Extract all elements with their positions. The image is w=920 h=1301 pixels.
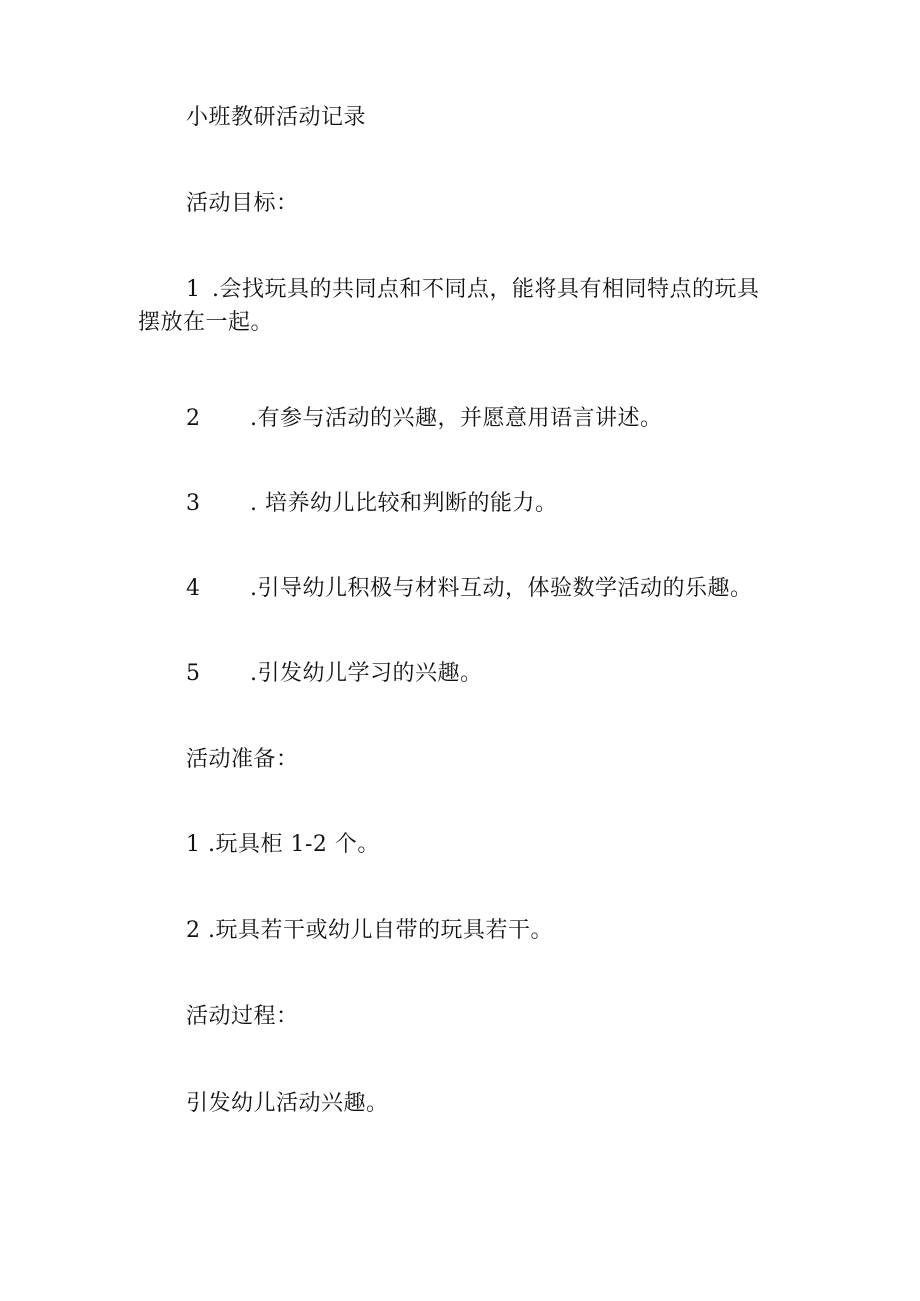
prep-item-1-number: 1: [186, 832, 201, 857]
prep-item-2: [186, 916, 553, 946]
goal-item-5-number: 5: [186, 661, 201, 686]
prep-item-1: [186, 830, 380, 860]
goal-item-3-text: . 培养幼儿比较和判断的能力。: [250, 491, 558, 516]
prep-item-2-number: 2: [186, 918, 201, 943]
goal-item-1-line2: 摆放在一起。: [138, 310, 274, 335]
goal-item-2-number: 2: [186, 406, 201, 431]
goal-item-2-text: .有参与活动的兴趣，并愿意用语言讲述。: [250, 406, 663, 431]
goal-item-3: [186, 489, 558, 519]
goal-item-5-text: .引发幼儿学习的兴趣。: [250, 661, 483, 686]
process-item-1: 引发幼儿活动兴趣。: [186, 1091, 389, 1116]
prep-heading: 活动准备：: [186, 747, 299, 772]
goal-item-1-text: .会找玩具的共同点和不同点，能将具有相同特点的玩具: [212, 277, 760, 302]
goal-item-5: [186, 659, 483, 689]
goals-heading: 活动目标：: [186, 191, 299, 216]
goal-item-4: [186, 574, 753, 604]
document-title: 小班教研活动记录: [186, 105, 367, 130]
goal-item-3-number: 3: [186, 491, 201, 516]
prep-item-1-text: .玩具柜 1-2 个。: [208, 832, 380, 857]
goal-item-1: [138, 275, 798, 338]
goal-item-4-text: .引导幼儿积极与材料互动，体验数学活动的乐趣。: [250, 576, 753, 601]
goal-item-1-number: 1: [186, 277, 201, 302]
process-heading: 活动过程：: [186, 1004, 299, 1029]
prep-item-2-text: .玩具若干或幼儿自带的玩具若干。: [208, 918, 553, 943]
goal-item-2: [186, 404, 663, 434]
goal-item-1-line1: [138, 275, 798, 305]
goal-item-4-number: 4: [186, 576, 201, 601]
